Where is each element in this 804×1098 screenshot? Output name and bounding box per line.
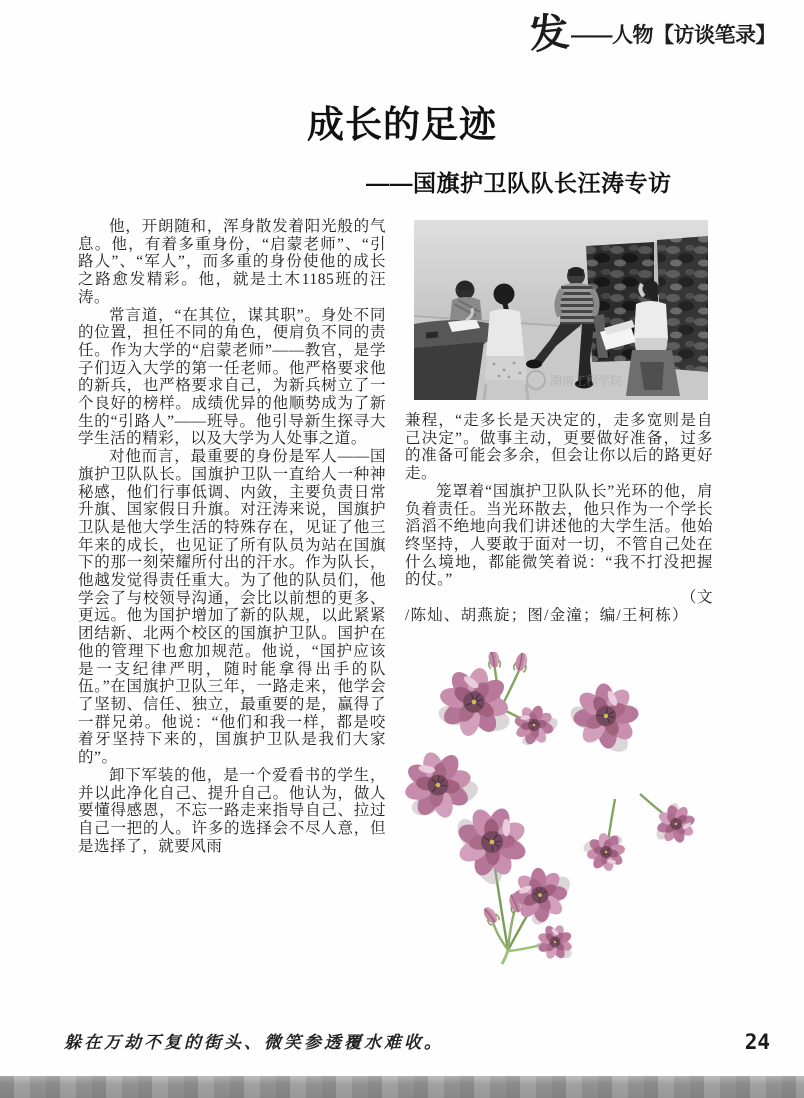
article-title: 成长的足迹 bbox=[307, 104, 497, 145]
flower bbox=[507, 697, 563, 752]
paragraph: 对他而言，最重要的身份是军人——国旗护卫队队长。国旗护卫队一直给人一种神秘感，他们行事低调、内敛，主要负责日常升旗、国家假日升旗。对汪涛来说，国旗护卫队是他大学生活的特殊存在，见证了他三年来的成长，也见证了所有队员为站在国旗下的那一刻荣耀所付出的汗水。作为队长，他越发觉得责任重大。为了他的队员们，他学会了与校领导沟通，会比以前想的更多、更远。他为国护增加了新的队规，以此紧紧团结新、北两个校区的国旗护卫队。国护在他的管理下也愈加规范。他说，“国护应该是一支纪律严明，随时能拿得出手的队伍。”在国旗护卫队三年，一路走来，他学会了坚韧、信任、独立，最重要的是，赢得了一群兄弟。他说：“他们和我一样，都是咬着牙坚持下来的，国旗护卫队是我们大家的”。 bbox=[78, 448, 386, 767]
flower bbox=[397, 743, 483, 826]
flower bbox=[560, 670, 655, 765]
paragraph: 笼罩着“国旗护卫队队长”光环的他，肩负着责任。当光环散去，他只作为一个学长滔滔不绝地向我们讲述他的大学生活。他始终坚持，人要敢于面对一切，不管自己处在什么境地，都能微笑着说：“我不打没把握的仗。” bbox=[405, 482, 713, 589]
flower-bud bbox=[487, 652, 501, 669]
flower-illustration bbox=[388, 652, 732, 1011]
header-calligraphy-char: 发 bbox=[526, 8, 572, 59]
left-column bbox=[78, 218, 386, 855]
interview-photo bbox=[414, 220, 708, 400]
page-number: 24 bbox=[744, 1030, 770, 1054]
flower bbox=[502, 854, 581, 933]
flower bbox=[581, 830, 628, 875]
paragraph: 常言道，“在其位，谋其职”。身处不同的位置，担任不同的角色，便肩负不同的责任。作为大学的“启蒙老师”——教官，是学子们迈入大学的第一任老师。他严格要求他的新兵，也严格要求自己，为新兵树立了一个良好的榜样。成绩优异的他顺势成为了新生的“引路人”——班导。他引导新生探寻大学生活的精彩，以及大学为人处事之道。 bbox=[78, 306, 386, 448]
byline-opening: （文 bbox=[680, 589, 713, 607]
flower-bud bbox=[513, 652, 529, 673]
paragraph: 他，开朗随和，浑身散发着阳光般的气息。他，有着多重身份，“启蒙老师”、“引路人”、“军人”，而多重的身份使他的成长之路愈发精彩。他，就是土木1185班的汪涛。 bbox=[78, 218, 386, 306]
handwritten-footer-note: 躲在万劫不复的街头、微笑参透覆水难收。 bbox=[64, 1033, 444, 1053]
flower bbox=[532, 919, 579, 965]
paragraph: 卸下军装的他，是一个爱看书的学生，并以此净化自己、提升自己。他认为，做人要懂得感恩，不忘一路走来指导自己、拉过自己一把的人。许多的选择会不尽人意，但是选择了，就要风雨 bbox=[78, 766, 386, 855]
svg-text:湖南工程学院: 湖南工程学院 bbox=[550, 374, 623, 388]
article-subtitle: ——国旗护卫队队长汪涛专访 bbox=[366, 170, 672, 196]
flower bbox=[649, 798, 703, 853]
page-header bbox=[526, 8, 776, 59]
right-column bbox=[405, 218, 713, 624]
byline-credits: /陈灿、胡燕旋；图/金潼；编/王柯栋） bbox=[405, 606, 689, 624]
flower-bud bbox=[481, 904, 501, 925]
flower bbox=[433, 661, 519, 744]
paragraph: 兼程，“走多长是天决定的，走多宽则是自己决定”。做事主动，更要做好准备，过多的准备可能会多余，但会让你以后的路更好走。 bbox=[405, 412, 713, 483]
header-section-label: ——人物【访谈笔录】 bbox=[571, 24, 776, 47]
page-bottom-edge bbox=[0, 1076, 804, 1098]
interview-photo-graphic bbox=[414, 220, 708, 400]
